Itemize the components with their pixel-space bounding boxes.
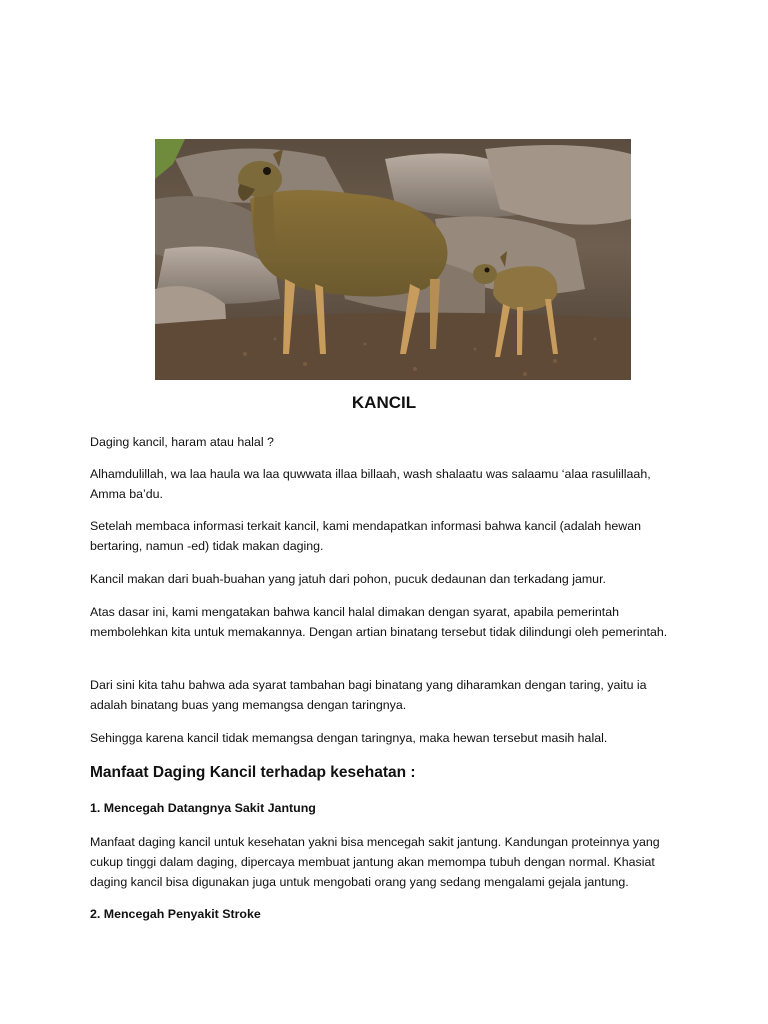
paragraph-info: Setelah membaca informasi terkait kancil, kami mendapatkan informasi bahwa kancil (adalah hewan bertaring, namun -ed) tidak makan daging. (90, 519, 641, 553)
section-heading: Manfaat Daging Kancil terhadap kesehatan : (90, 764, 416, 781)
paragraph-condition: Dari sini kita tahu bahwa ada syarat tambahan bagi binatang yang diharamkan dengan taring, yaitu ia adalah binatang buas yang memangsa dengan taringnya. (90, 678, 647, 712)
kancil-photo (155, 139, 631, 380)
paragraph-conclusion: Sehingga karena kancil tidak memangsa dengan taringnya, maka hewan tersebut masih halal. (90, 731, 608, 745)
benefit-1-text: Manfaat daging kancil untuk kesehatan yakni bisa mencegah sakit jantung. Kandungan proteinnya yang cukup tinggi dalam daging, dipercaya membuat jantung akan memompa tubuh dengan normal. Khasiat daging kancil bisa digunakan juga untuk mengobati orang yang sedang mengalami gejala jantung. (90, 835, 660, 889)
paragraph-food: Kancil makan dari buah-buahan yang jatuh dari pohon, pucuk dedaunan dan terkadang jamur. (90, 572, 606, 586)
paragraph-ruling: Atas dasar ini, kami mengatakan bahwa kancil halal dimakan dengan syarat, apabila pemerintah membolehkan kita untuk memakannya. Dengan artian binatang tersebut tidak dilindungi oleh pemerintah. (90, 605, 668, 639)
benefit-1-heading: 1. Mencegah Datangnya Sakit Jantung (90, 801, 316, 815)
benefit-2-heading: 2. Mencegah Penyakit Stroke (90, 907, 261, 921)
paragraph-opening: Alhamdulillah, wa laa haula wa laa quwwata illaa billaah, wash shalaatu was salaamu ‘alaa rasulillaah, Amma ba’du. (90, 467, 651, 501)
paragraph-question: Daging kancil, haram atau halal ? (90, 435, 274, 449)
document-title: KANCIL (351, 393, 417, 412)
